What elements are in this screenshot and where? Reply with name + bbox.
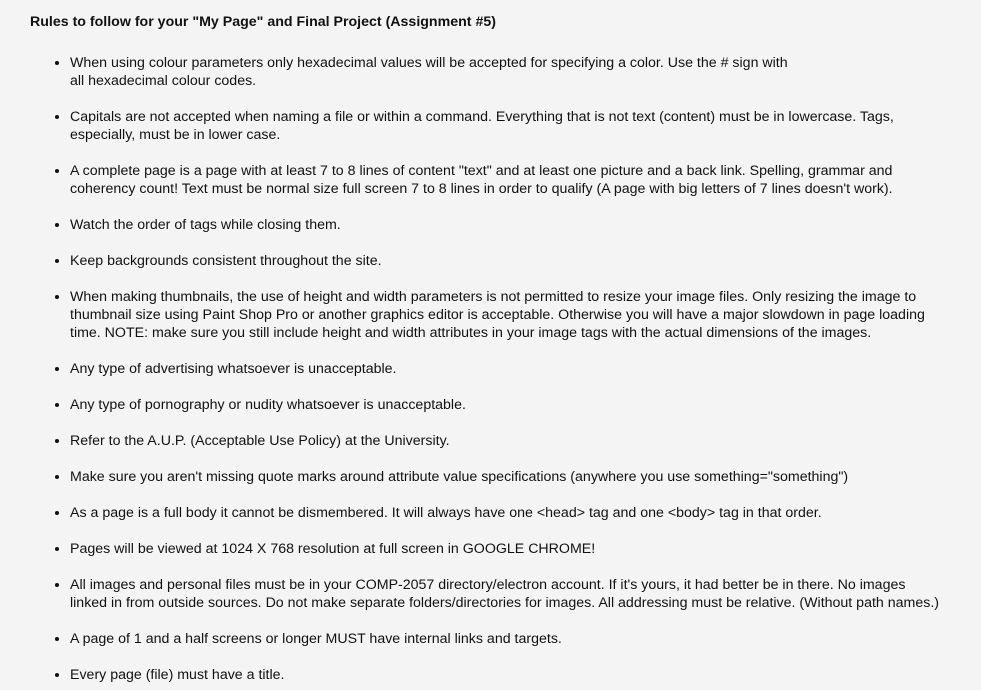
rule-lowercase-line-2: especially, must be in lower case. [70, 127, 281, 143]
rule-aup [70, 432, 981, 450]
rule-backgrounds [70, 252, 981, 270]
rule-complete-page-line-2: coherency count! Text must be normal size full screen 7 to 8 lines in order to qualify (A page with big letters of 7 lines doesn't work). [70, 181, 893, 197]
rule-tag-order [70, 216, 981, 234]
rule-resolution [70, 540, 981, 558]
rule-thumbnails [70, 288, 981, 342]
rule-thumbnails-line-2: thumbnail size using Paint Shop Pro or another graphics editor is acceptable. Otherwise you will have a major slowdown in page loading [70, 307, 925, 323]
rule-advertising [70, 360, 981, 378]
rule-page-title-line-1: Every page (file) must have a title. [70, 667, 285, 683]
rule-backgrounds-line-1: Keep backgrounds consistent throughout the site. [70, 253, 382, 269]
rule-complete-page-line-1: A complete page is a page with at least 7 to 8 lines of content "text" and at least one picture and a back link. Spelling, grammar and [70, 163, 893, 179]
rule-aup-line-1: Refer to the A.U.P. (Acceptable Use Policy) at the University. [70, 433, 450, 449]
page-title: Rules to follow for your "My Page" and Final Project (Assignment #5) [30, 14, 496, 30]
rule-nudity-line-1: Any type of pornography or nudity whatsoever is unacceptable. [70, 397, 466, 413]
rule-advertising-line-1: Any type of advertising whatsoever is unacceptable. [70, 361, 397, 377]
rule-full-body-line-1: As a page is a full body it cannot be dismembered. It will always have one <head> tag and one <body> tag in that order. [70, 505, 822, 521]
rule-tag-order-line-1: Watch the order of tags while closing them. [70, 217, 341, 233]
rule-thumbnails-line-3: time. NOTE: make sure you still include height and width attributes in your image tags with the actual dimensions of the images. [70, 325, 872, 341]
rule-internal-links [70, 630, 981, 648]
rule-quote-marks [70, 468, 981, 486]
rule-lowercase-line-1: Capitals are not accepted when naming a file or within a command. Everything that is not text (content) must be in lowercase. Tags, [70, 109, 894, 125]
rule-hex-colors-line-2: all hexadecimal colour codes. [70, 73, 257, 89]
rule-thumbnails-line-1: When making thumbnails, the use of height and width parameters is not permitted to resize your image files. Only resizing the image to [70, 289, 917, 305]
rule-files-location-line-1: All images and personal files must be in your COMP-2057 directory/electron account. If it's yours, it had better be in there. No images [70, 577, 906, 593]
rule-full-body [70, 504, 981, 522]
rule-quote-marks-line-1: Make sure you aren't missing quote marks around attribute value specifications (anywhere you use something="something") [70, 469, 849, 485]
rule-files-location [70, 576, 981, 612]
rule-nudity [70, 396, 981, 414]
rule-page-title [70, 666, 981, 684]
rule-resolution-line-1: Pages will be viewed at 1024 X 768 resolution at full screen in GOOGLE CHROME! [70, 541, 596, 557]
rule-hex-colors [70, 54, 981, 90]
rules-list [0, 54, 981, 684]
rule-hex-colors-line-1: When using colour parameters only hexadecimal values will be accepted for specifying a color. Use the # sign with [70, 55, 788, 71]
rule-complete-page [70, 162, 981, 198]
rule-files-location-line-2: linked in from outside sources. Do not make separate folders/directories for images. All addressing must be relative. (Without path names.) [70, 595, 939, 611]
rule-internal-links-line-1: A page of 1 and a half screens or longer MUST have internal links and targets. [70, 631, 562, 647]
rule-lowercase [70, 108, 981, 144]
